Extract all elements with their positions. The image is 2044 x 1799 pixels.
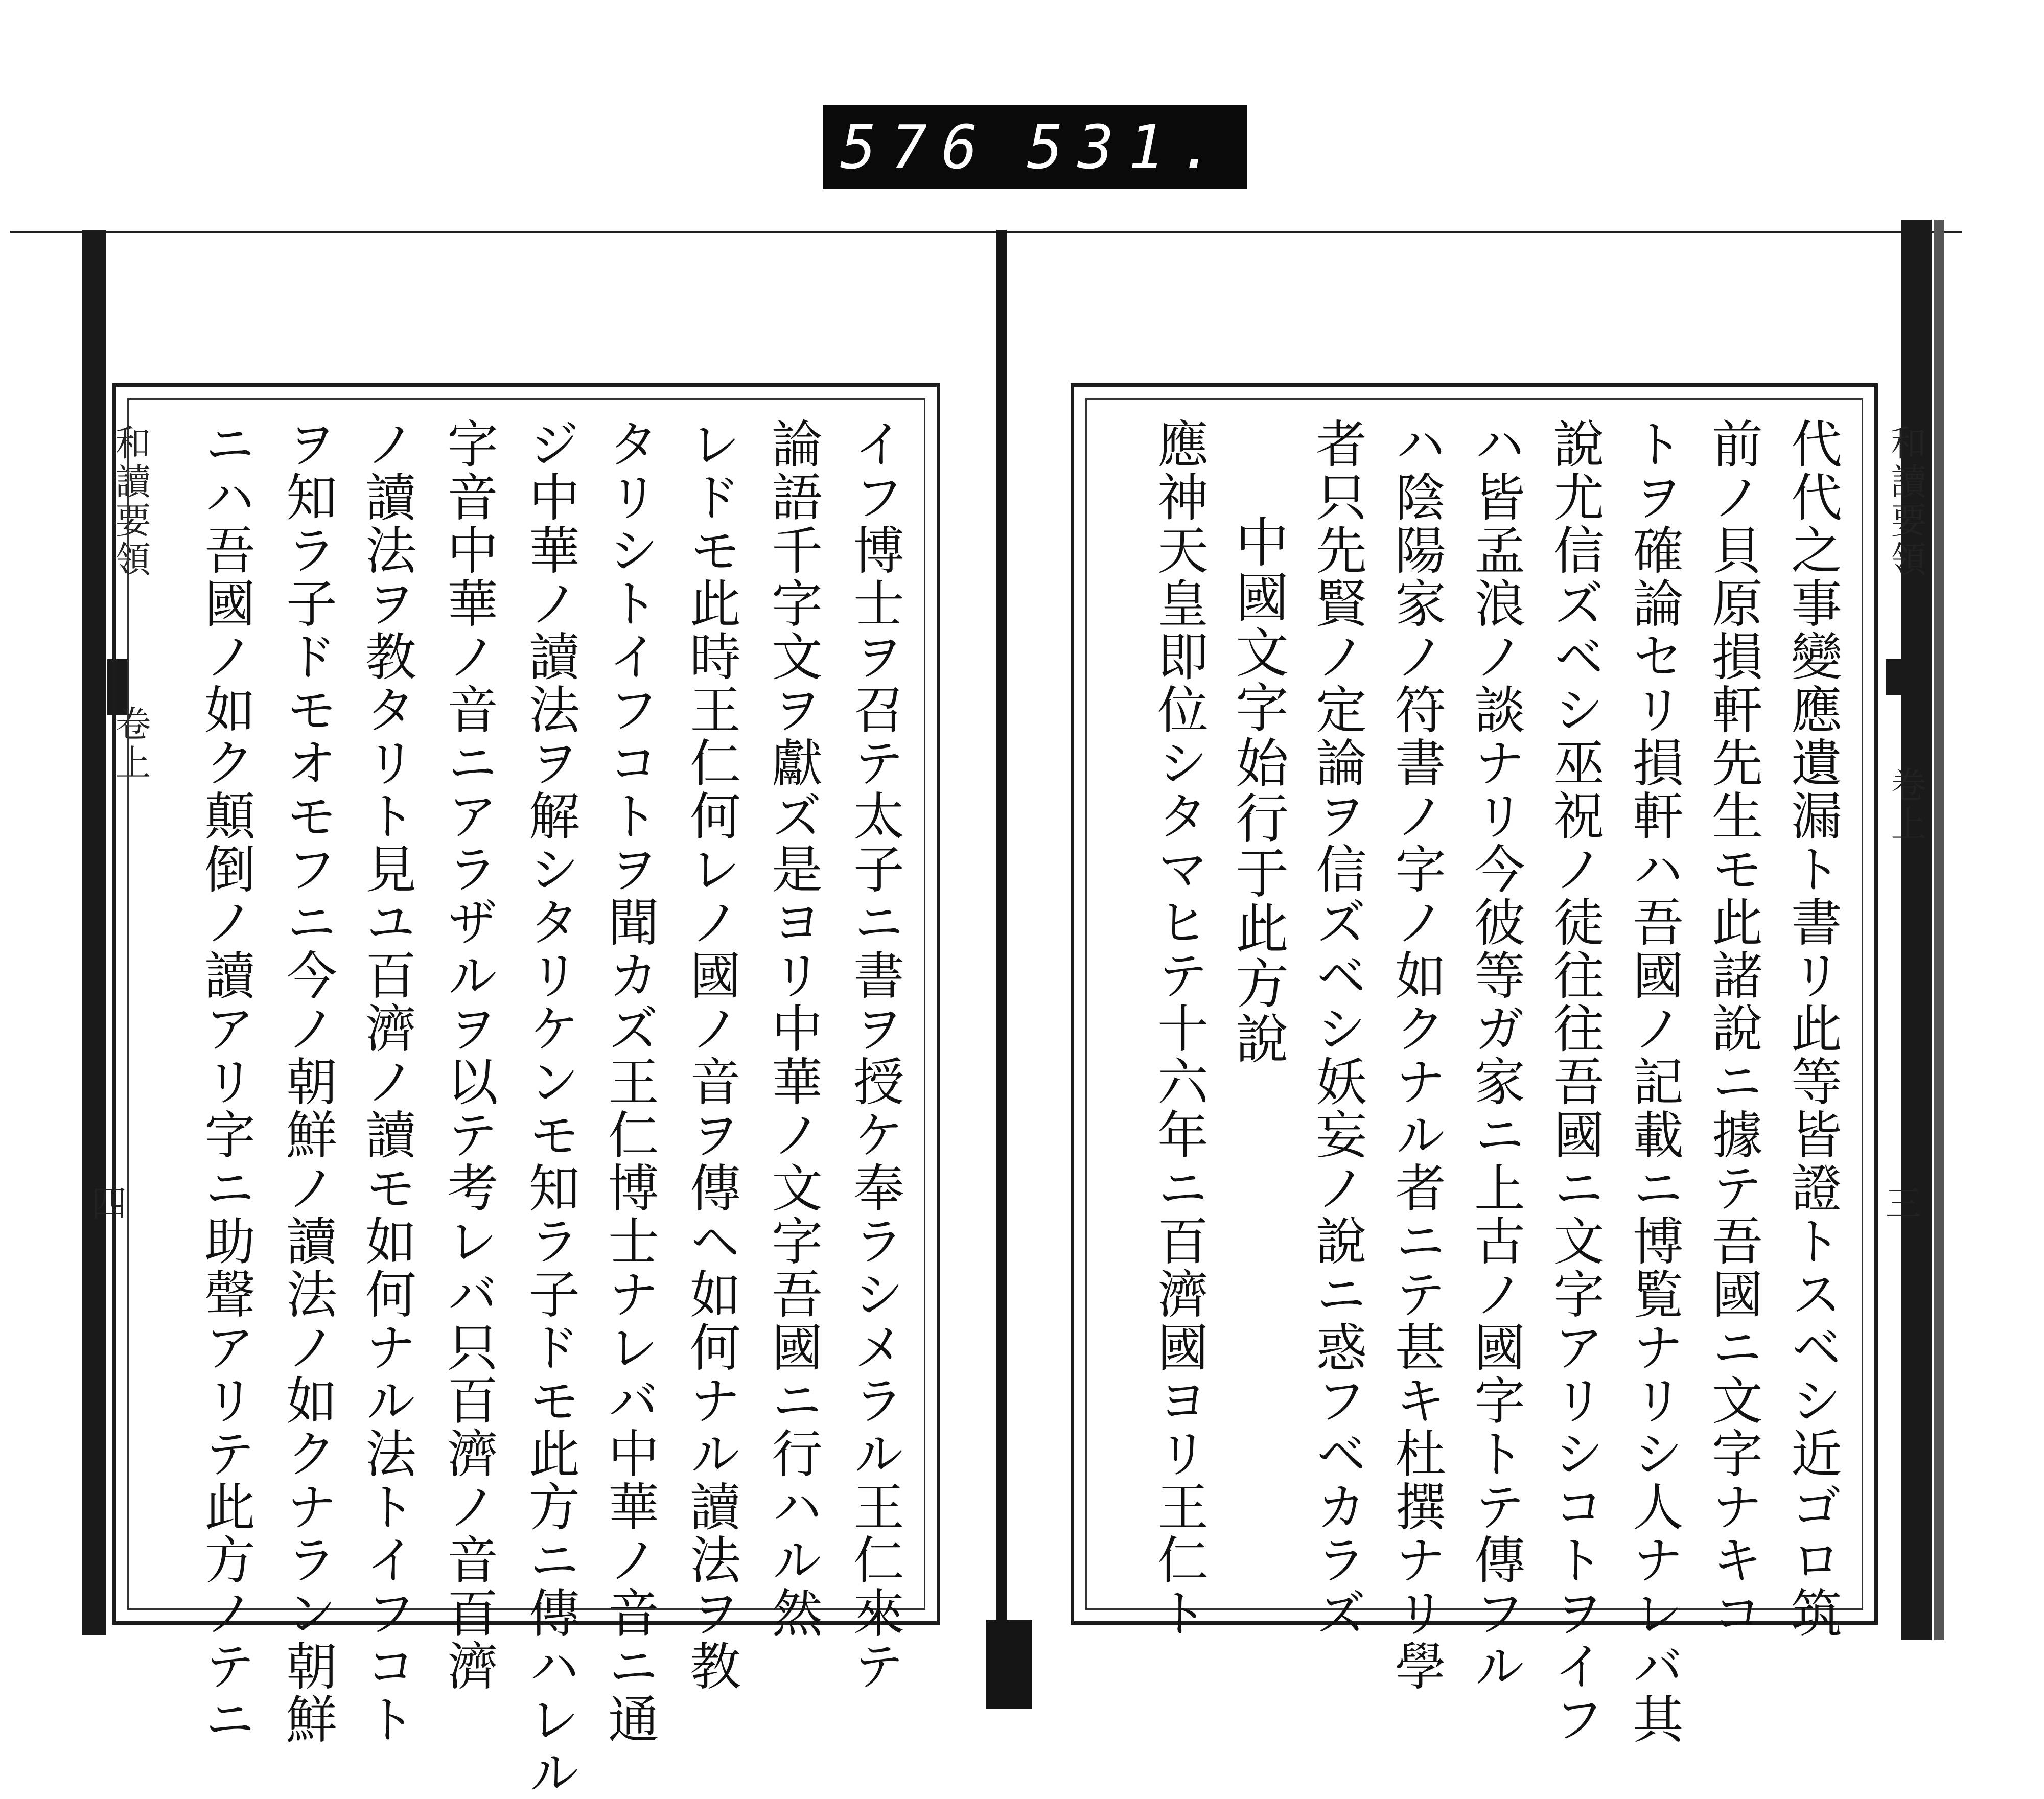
right-col-1: 代代之事變應遺漏ト書リ此等皆證トスベシ近ゴロ筑 xyxy=(1782,417,1842,1640)
page-tab-right xyxy=(1886,659,1911,695)
left-margin-volume: 卷上 xyxy=(109,705,151,783)
left-col-7: ノ讀法ヲ教タリト見ユ百濟ノ讀モ如何ナル法トイフコト xyxy=(357,417,416,1746)
right-margin-title: 和讀要領 xyxy=(1885,424,1927,579)
right-col-5: ハ皆孟浪ノ談ナリ今彼等ガ家ニ上古ノ國字トテ傳フル xyxy=(1466,417,1525,1693)
left-col-2: 論語千字文ヲ獻ズ是ヨリ中華ノ文字吾國ニ行ハル然 xyxy=(763,417,823,1640)
left-page xyxy=(112,383,940,1799)
archive-label xyxy=(823,105,1247,189)
left-col-1: イフ博士ヲ召テ太子ニ書ヲ授ケ奉ラシメラル王仁來テ xyxy=(845,417,904,1693)
book-edge-right-shadow xyxy=(1934,220,1944,1640)
left-col-5: ジ中華ノ讀法ヲ解シタリケンモ知ラ子ドモ此方ニ傳ハレル xyxy=(520,417,580,1799)
right-col-6: ハ陰陽家ノ符書ノ字ノ如クナル者ニテ甚キ杜撰ナリ學 xyxy=(1386,417,1446,1693)
left-page-number: 四 xyxy=(91,1183,127,1225)
right-margin-volume: 卷上 xyxy=(1885,766,1927,844)
left-col-8: ヲ知ラ子ドモオモフニ今ノ朝鮮ノ讀法ノ如クナラン朝鮮 xyxy=(277,417,337,1746)
book-gutter-foot xyxy=(986,1620,1032,1709)
section-heading: 中國文字始行于此方說 xyxy=(1226,515,1289,1066)
right-col-3: トヲ確論セリ損軒ハ吾國ノ記載ニ博覧ナリシ人ナレバ其 xyxy=(1624,417,1684,1746)
archive-number-right: 531. xyxy=(1027,111,1229,182)
left-col-3: レドモ此時王仁何レノ國ノ音ヲ傳ヘ如何ナル讀法ヲ教 xyxy=(681,417,741,1693)
left-margin-title: 和讀要領 xyxy=(109,424,151,579)
right-col-4: 說尤信ズベシ巫祝ノ徒往往吾國ニ文字アリシコトヲイフ xyxy=(1545,417,1605,1746)
left-col-9: ニハ吾國ノ如ク顛倒ノ讀アリ字ニ助聲アリテ此方ノテニ xyxy=(196,417,256,1746)
top-rule xyxy=(10,231,1962,233)
left-col-6: 字音中華ノ音ニアラザルヲ以テ考レバ只百濟ノ音百濟 xyxy=(438,417,498,1693)
book-edge-left xyxy=(82,230,106,1635)
right-page-number: 三 xyxy=(1886,1183,1921,1225)
right-col-7: 者只先賢ノ定論ヲ信ズベシ妖妄ノ說ニ惑フベカラズ xyxy=(1307,417,1367,1640)
book-gutter xyxy=(996,230,1007,1650)
right-col-2: 前ノ貝原損軒先生モ此諸說ニ據テ吾國ニ文字ナキコ xyxy=(1703,417,1763,1640)
right-page xyxy=(1071,383,1878,1746)
right-col-9: 應神天皇即位シタマヒテ十六年ニ百濟國ヨリ王仁ト xyxy=(1149,417,1209,1640)
left-col-4: タリシトイフコトヲ聞カズ王仁博士ナレバ中華ノ音ニ通 xyxy=(599,417,659,1746)
archive-number-left: 576 xyxy=(840,111,992,182)
